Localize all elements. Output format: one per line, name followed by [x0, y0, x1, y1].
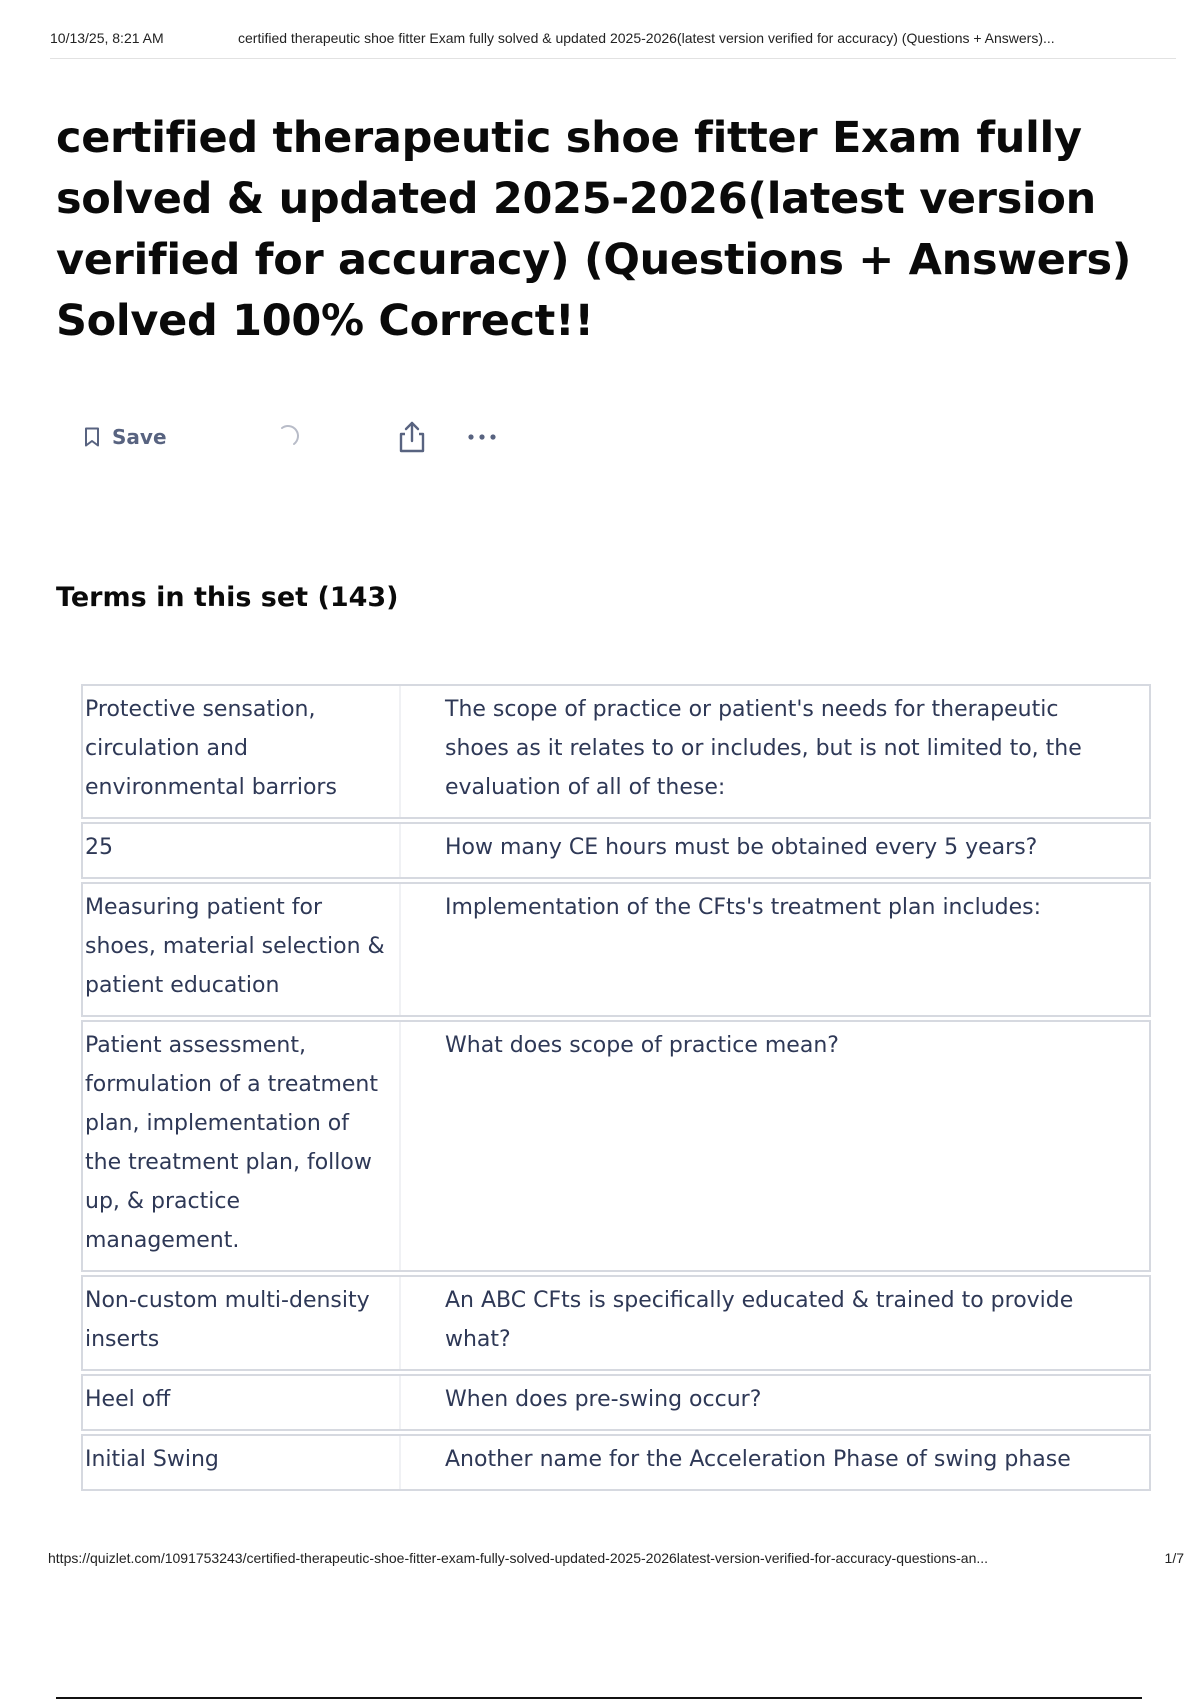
terms-heading: Terms in this set (143) — [56, 582, 399, 613]
term-row[interactable] — [81, 1374, 1151, 1431]
term-text: Patient assessment, formulation of a treatment plan, implementation of the treatment plan, follow up, & practice management. — [83, 1022, 401, 1270]
set-toolbar — [84, 422, 167, 452]
share-icon — [396, 420, 428, 454]
term-text: Protective sensation, circulation and environmental barriors — [83, 686, 401, 817]
term-text: Non-custom multi-density inserts — [83, 1277, 401, 1369]
page-number: 1/7 — [1164, 1550, 1184, 1566]
definition-text: Implementation of the CFts's treatment plan includes: — [445, 895, 1042, 920]
page-url: https://quizlet.com/1091753243/certified-therapeutic-shoe-fitter-exam-fully-solved-updated-2025-2026latest-version-verified-for-accuracy-questions-an... — [48, 1550, 989, 1566]
definition-text: Another name for the Acceleration Phase of swing phase — [445, 1447, 1071, 1472]
print-doc-title: certified therapeutic shoe fitter Exam fully solved & updated 2025-2026(latest version verified for accuracy) (Questions + Answers)... — [238, 30, 1055, 46]
more-icon — [466, 424, 498, 450]
term-text: Initial Swing — [83, 1436, 401, 1489]
share-button[interactable] — [396, 420, 428, 454]
term-row[interactable] — [81, 1434, 1151, 1491]
page-title: certified therapeutic shoe fitter Exam fully solved & updated 2025-2026(latest version verified for accuracy) (Questions + Answers) Solved 100% Correct!! — [56, 113, 1132, 346]
bottom-divider — [56, 1697, 1142, 1699]
terms-table — [81, 684, 1151, 1494]
definition-text: When does pre-swing occur? — [445, 1387, 762, 1412]
print-date: 10/13/25, 8:21 AM — [50, 30, 164, 46]
term-text: Heel off — [83, 1376, 401, 1429]
more-options-button[interactable] — [466, 424, 498, 450]
save-label: Save — [112, 425, 167, 449]
term-row[interactable] — [81, 684, 1151, 819]
definition-text: What does scope of practice mean? — [445, 1033, 839, 1058]
spinner-icon — [274, 424, 300, 450]
term-row[interactable] — [81, 1275, 1151, 1371]
definition-text: An ABC CFts is specifically educated & trained to provide what? — [445, 1288, 1074, 1352]
bookmark-icon — [84, 427, 100, 447]
term-row[interactable] — [81, 822, 1151, 879]
term-text: 25 — [83, 824, 401, 877]
term-text: Measuring patient for shoes, material selection & patient education — [83, 884, 401, 1015]
definition-text: How many CE hours must be obtained every 5 years? — [445, 835, 1038, 860]
term-row[interactable] — [81, 1020, 1151, 1272]
save-button[interactable] — [84, 425, 167, 449]
header-divider — [50, 58, 1176, 59]
term-row[interactable] — [81, 882, 1151, 1017]
definition-text: The scope of practice or patient's needs for therapeutic shoes as it relates to or includes, but is not limited to, the evaluation of all of these: — [445, 697, 1082, 800]
